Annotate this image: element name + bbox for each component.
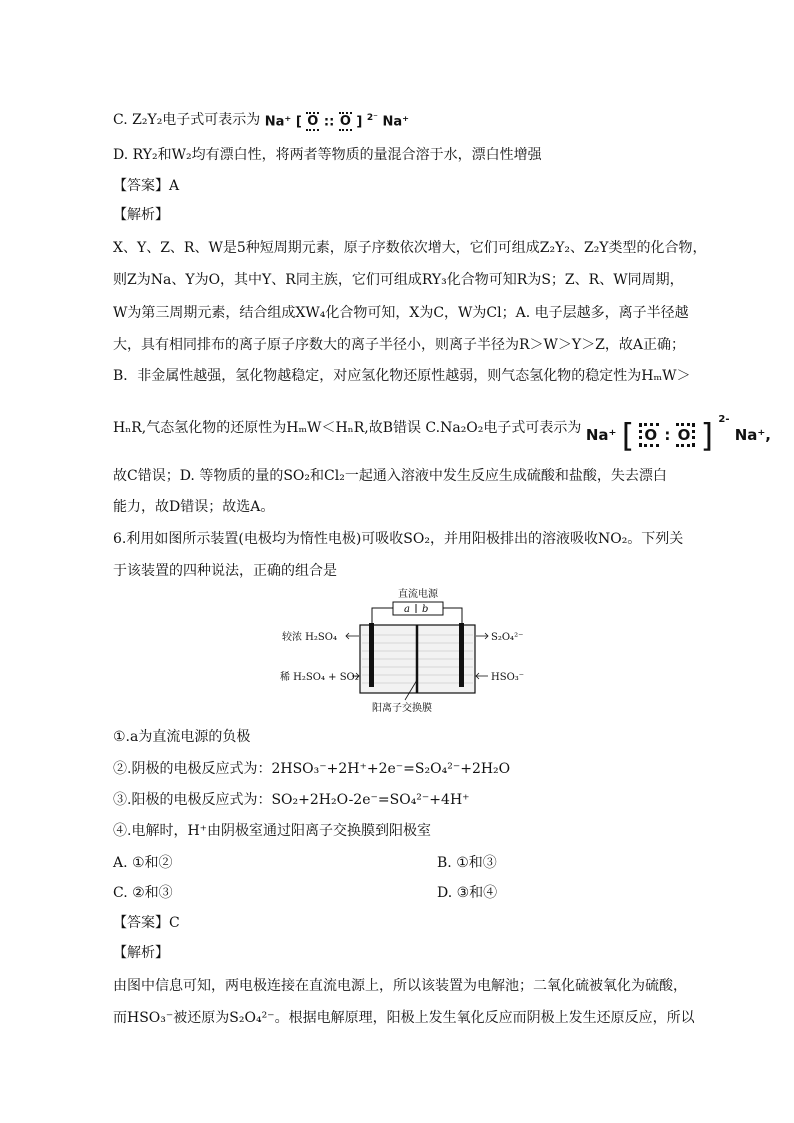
lewis-small-o2: O <box>339 114 351 130</box>
choice-b: B. ①和③ <box>437 855 497 871</box>
analysis-line-6-text: HₙR,气态氢化物的还原性为HₘW＜HₙR,故B错误 C.Na₂O₂电子式可表示为 <box>113 419 582 436</box>
analysis-line-6 <box>113 410 771 455</box>
option-c-line <box>113 108 685 132</box>
power-terminal-b: b <box>422 604 429 615</box>
analysis-line-1: X、Y、Z、R、W是5种短周期元素，原子序数依次增大，它们可组成Z₂Y₂、Z₂Y类型的化合物， <box>113 240 707 256</box>
statement-2: ②.阴极的电极反应式为：2HSO₃⁻+2H⁺+2e⁻=S₂O₄²⁻+2H₂O <box>113 761 511 777</box>
lewis-small-bracket-left: [ <box>295 114 302 130</box>
analysis-line-5: B．非金属性越强，氢化物越稳定，对应氢化物还原性越弱，则气态氢化物的稳定性为HₘW＞ <box>113 368 691 384</box>
analysis-line-3: W为第三周期元素，结合组成XW₄化合物可知，X为C，W为Cl；A. 电子层越多，离子半径越 <box>113 305 689 321</box>
lewis-small-o1: O <box>307 114 319 130</box>
power-source-box <box>393 602 443 615</box>
lewis-large-bracket-right: ] <box>700 416 714 455</box>
choice-d: D. ③和④ <box>437 885 498 901</box>
lewis-formula-large <box>585 410 771 455</box>
analysis2-line-2: 而HSO₃⁻被还原为S₂O₄²⁻。根据电解原理，阳极上发生氧化反应而阴极上发生还原反应，所以 <box>113 1010 695 1026</box>
right-outlet-label: S₂O₄²⁻ <box>491 632 524 643</box>
lewis-large-charge: 2- <box>718 414 730 425</box>
question-6-line-2: 于该装置的四种说法，正确的组合是 <box>113 563 337 579</box>
analysis2-line-1: 由图中信息可知，两电极连接在直流电源上，所以该装置为电解池；二氧化硫被氧化为硫酸， <box>113 978 687 994</box>
wire-right <box>443 608 462 625</box>
answer-label-2: 【答案】C <box>113 915 180 931</box>
left-inlet-label: 稀 H₂SO₄ + SO₂ <box>280 672 359 683</box>
membrane-label: 阳离子交换膜 <box>372 703 432 714</box>
anode-electrode <box>369 623 374 687</box>
lewis-formula-small <box>265 108 409 132</box>
statement-3: ③.阳极的电极反应式为：SO₂+2H₂O-2e⁻=SO₄²⁻+4H⁺ <box>113 792 470 808</box>
analysis-label-1: 【解析】 <box>113 207 169 223</box>
lewis-small-charge: 2⁻ <box>366 113 378 123</box>
right-inlet-label: HSO₃⁻ <box>491 672 525 683</box>
option-d-line: D. RY₂和W₂均有漂白性，将两者等物质的量混合溶于水，漂白性增强 <box>113 147 542 163</box>
electrolysis-diagram <box>280 585 540 715</box>
lewis-small-shared-dots: :: <box>323 114 335 130</box>
power-source-label: 直流电源 <box>398 589 438 600</box>
cathode-electrode <box>459 623 464 687</box>
answer-label-1: 【答案】A <box>113 178 180 194</box>
lewis-large-shared-dots: : <box>664 426 671 444</box>
statement-4: ④.电解时，H⁺由阴极室通过阳离子交换膜到阳极室 <box>113 823 432 839</box>
lewis-large-o2: O <box>676 423 696 447</box>
lewis-small-bracket-right: ] <box>356 114 363 130</box>
lewis-large-bracket-left: [ <box>621 416 635 455</box>
lewis-small-na-right: Na⁺ <box>382 114 409 130</box>
analysis-line-4: 大，具有相同排布的离子原子序数大的离子半径小，则离子半径为R＞W＞Y＞Z，故A正确； <box>113 337 686 353</box>
lewis-large-o1: O <box>639 423 659 447</box>
analysis-line-2: 则Z为Na、Y为O，其中Y、R同主族，它们可组成RY₃化合物可知R为S；Z、R、W同周期， <box>113 272 684 288</box>
left-outlet-label: 较浓 H₂SO₄ <box>282 632 337 643</box>
choice-c: C. ②和③ <box>113 885 173 901</box>
lewis-small-na-left: Na⁺ <box>264 114 292 130</box>
analysis-line-7: 故C错误；D. 等物质的量的SO₂和Cl₂一起通入溶液中发生反应生成硫酸和盐酸，失去漂白 <box>113 468 667 484</box>
lewis-large-na-right: Na⁺, <box>734 426 771 444</box>
analysis-line-8: 能力，故D错误；故选A。 <box>113 499 275 515</box>
wire-left <box>372 608 393 625</box>
choice-a: A. ①和② <box>113 855 173 871</box>
power-terminal-a: a <box>404 604 410 615</box>
question-6-line-1: 6.利用如图所示装置(电极均为惰性电极)可吸收SO₂，并用阳极排出的溶液吸收NO₂。下列关 <box>113 531 684 547</box>
lewis-large-na-left: Na⁺ <box>585 426 617 444</box>
statement-1: ①.a为直流电源的负极 <box>113 729 251 745</box>
option-c-text: C. Z₂Y₂电子式可表示为 <box>113 112 261 129</box>
analysis-label-2: 【解析】 <box>113 945 169 961</box>
